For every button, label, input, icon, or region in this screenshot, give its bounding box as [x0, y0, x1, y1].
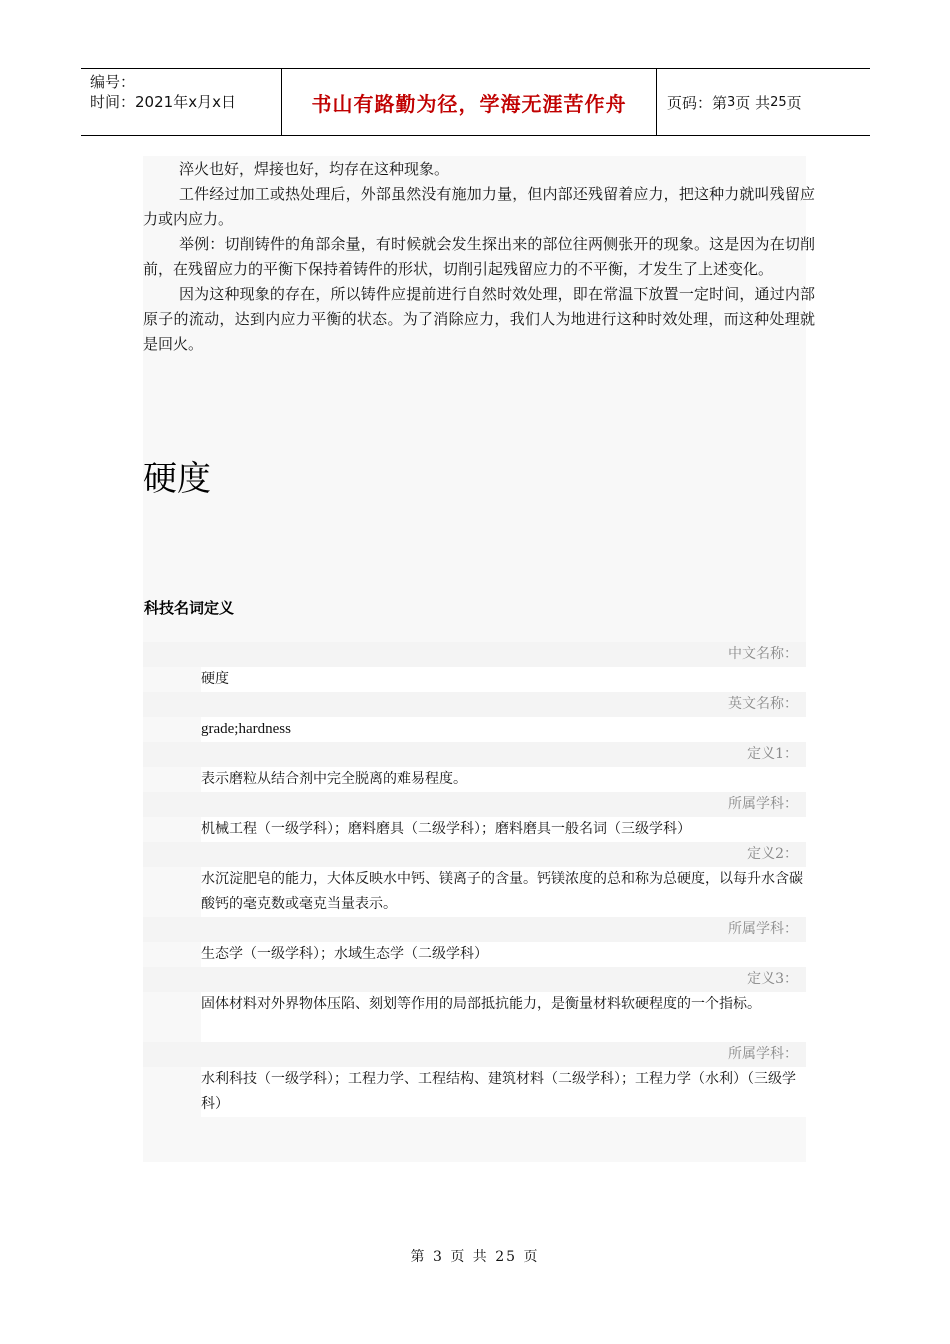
- time-value: 2021年x月x日: [135, 93, 236, 111]
- page-footer: [0, 1246, 950, 1266]
- definition-value: 水利科技（一级学科）；工程力学、工程结构、建筑材料（二级学科）；工程力学（水利）（三级学科）: [201, 1067, 811, 1117]
- definition-value: grade;hardness: [201, 717, 811, 742]
- definition-value: 水沉淀肥皂的能力，大体反映水中钙、镁离子的含量。钙镁浓度的总和称为总硬度，以每升水含碳酸钙的毫克数或毫克当量表示。: [201, 867, 811, 917]
- content-block: [143, 156, 815, 1162]
- page-prefix: 页码：第: [667, 93, 728, 112]
- definition-value: 硬度: [201, 667, 811, 692]
- section-heading: 硬度: [143, 459, 211, 499]
- definition-label: 定义1：: [143, 742, 806, 767]
- footer-suffix: 页: [523, 1249, 540, 1265]
- document-header: [81, 68, 870, 136]
- definition-value: 固体材料对外界物体压陷、刻划等作用的局部抵抗能力，是衡量材料软硬程度的一个指标。: [201, 992, 811, 1042]
- footer-prefix: 第: [410, 1249, 427, 1265]
- time-line: [90, 92, 281, 112]
- definition-label: 所属学科：: [143, 792, 806, 817]
- page-suffix: 页: [786, 93, 802, 112]
- body-paragraph: 工件经过加工或热处理后，外部虽然没有施加力量，但内部还残留着应力，把这种力就叫残留应力或内应力。: [143, 185, 815, 228]
- page-total: 25: [770, 94, 787, 110]
- time-label: 时间：: [90, 93, 136, 111]
- serial-label: 编号：: [90, 73, 136, 91]
- definition-value: 表示磨粒从结合剂中完全脱离的难易程度。: [201, 767, 811, 792]
- footer-total: 25: [495, 1249, 518, 1265]
- page-num: 3: [727, 94, 736, 110]
- definition-list: [143, 642, 806, 1117]
- sub-heading: 科技名词定义: [144, 599, 235, 617]
- definition-label: 所属学科：: [143, 1042, 806, 1067]
- definition-value: 生态学（一级学科）；水域生态学（二级学科）: [201, 942, 811, 967]
- body-paragraph: 淬火也好，焊接也好，均存在这种现象。: [179, 160, 450, 178]
- definition-label: 定义3：: [143, 967, 806, 992]
- definition-value: 机械工程（一级学科）；磨料磨具（二级学科）；磨料磨具一般名词（三级学科）: [201, 817, 811, 842]
- footer-mid: 页 共: [450, 1249, 489, 1265]
- footer-page-num: 3: [432, 1249, 444, 1265]
- body-paragraph: 举例：切削铸件的角部余量，有时候就会发生探出来的部位往两侧张开的现象。这是因为在切削前，在残留应力的平衡下保持着铸件的形状，切削引起残留应力的不平衡，才发生了上述变化。: [143, 235, 815, 278]
- header-meta: [81, 69, 281, 135]
- definition-label: 所属学科：: [143, 917, 806, 942]
- header-motto: 书山有路勤为径，学海无涯苦作舟: [281, 69, 657, 135]
- definition-label: 定义2：: [143, 842, 806, 867]
- body-paragraph: 因为这种现象的存在，所以铸件应提前进行自然时效处理，即在常温下放置一定时间，通过内部原子的流动，达到内应力平衡的状态。为了消除应力，我们人为地进行这种时效处理，而这种处理就是回火。: [143, 285, 815, 353]
- definition-label: 中文名称：: [143, 642, 806, 667]
- page-mid: 页 共: [735, 93, 771, 112]
- header-page-number: [657, 69, 870, 135]
- definition-label: 英文名称：: [143, 692, 806, 717]
